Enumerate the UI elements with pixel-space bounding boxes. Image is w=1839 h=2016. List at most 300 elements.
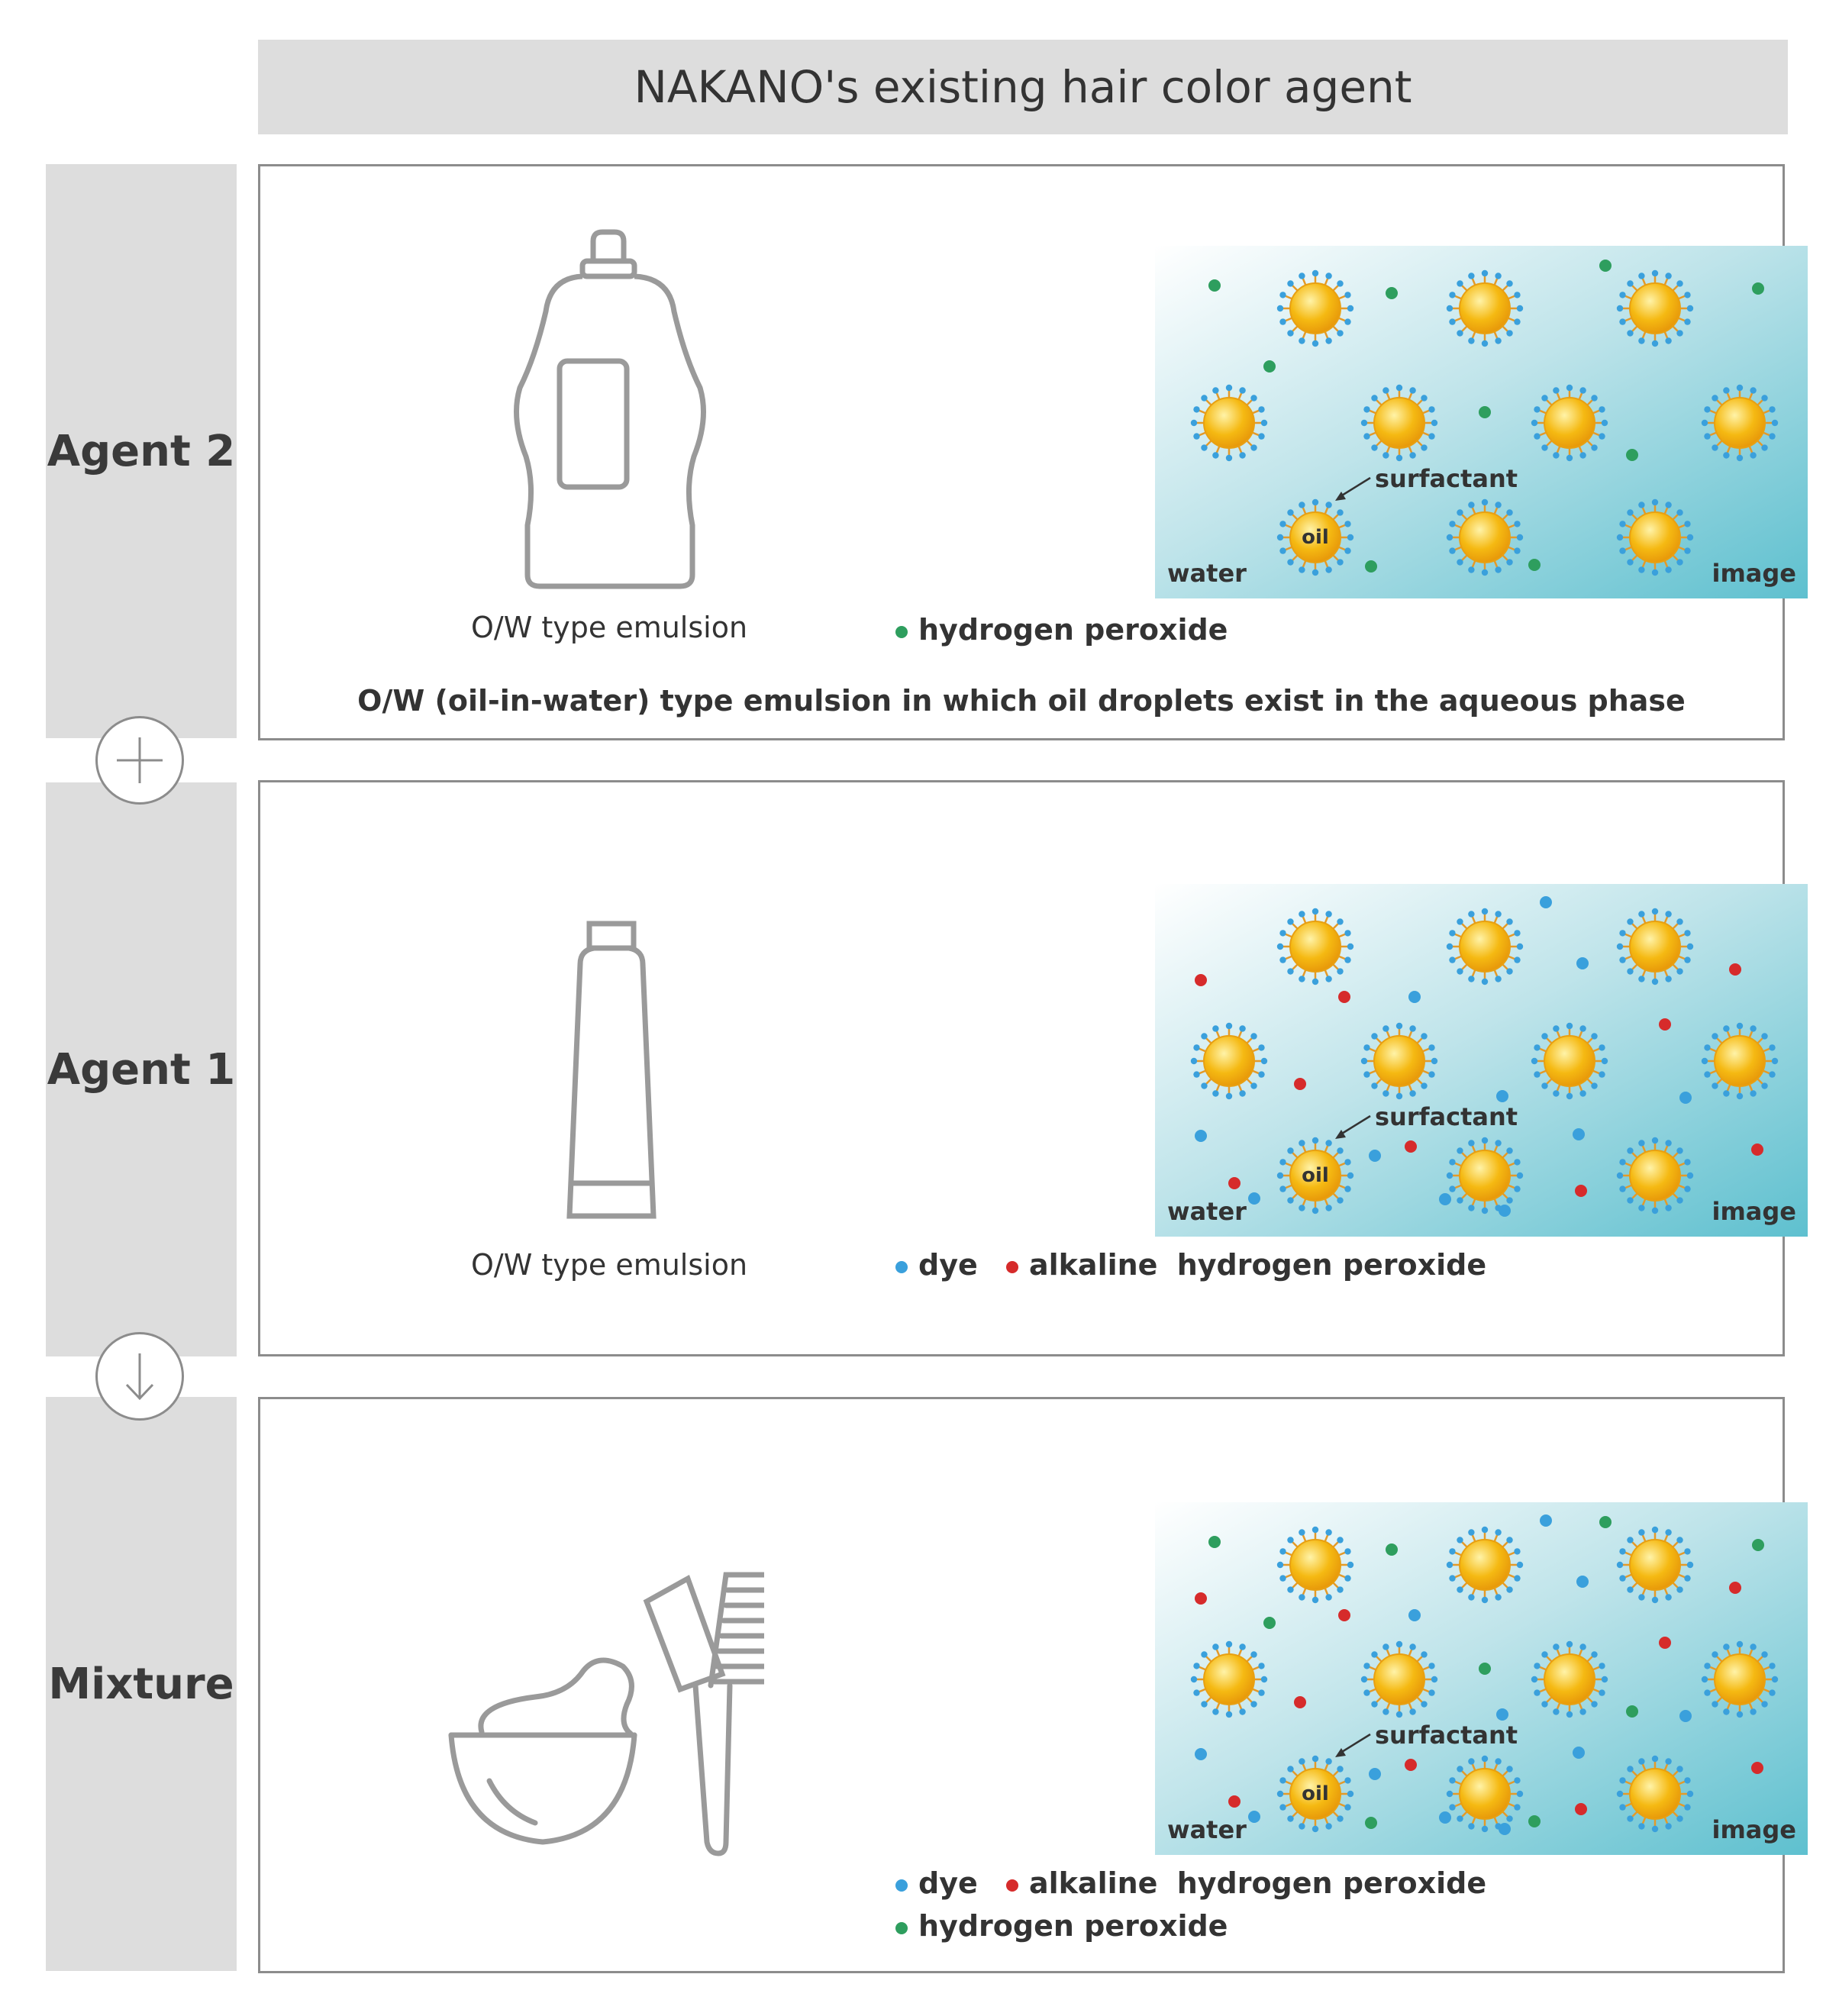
surfactant-head: [1638, 1140, 1644, 1146]
container-caption: O/W type emulsion: [471, 611, 748, 644]
alkaline-particle: [1751, 1762, 1763, 1774]
surfactant-head: [1337, 280, 1343, 286]
surfactant-head: [1687, 1562, 1693, 1568]
plus-icon: [95, 716, 184, 805]
surfactant-head: [1344, 547, 1350, 553]
surfactant-head: [1514, 292, 1520, 298]
surfactant-head: [1638, 911, 1644, 917]
surfactant-head: [1428, 1689, 1434, 1695]
surfactant-head: [1201, 1701, 1207, 1707]
surfactant-head: [1627, 559, 1633, 565]
surfactant-head: [1279, 930, 1286, 936]
surfactant-head: [1665, 1594, 1671, 1600]
surfactant-head: [1201, 444, 1207, 450]
row-label-agent2: [46, 164, 237, 738]
surfactant-head: [1287, 1815, 1293, 1821]
surfactant-head: [1553, 387, 1559, 393]
oil-core: [1715, 1036, 1765, 1086]
surfactant-head: [1191, 1676, 1197, 1682]
surfactant-head: [1534, 406, 1540, 412]
surfactant-head: [1482, 1527, 1488, 1533]
surfactant-head: [1279, 318, 1286, 324]
water-label: water: [1167, 1197, 1247, 1226]
surfactant-head: [1428, 1044, 1434, 1050]
surfactant-head: [1299, 566, 1305, 573]
surfactant-head: [1449, 318, 1455, 324]
surfactant-head: [1761, 1701, 1767, 1707]
surfactant-head: [1337, 918, 1343, 924]
image-label: image: [1712, 559, 1796, 588]
legend-hydrogen-peroxide: [895, 1909, 1228, 1943]
surfactant-head: [1737, 1641, 1743, 1647]
surfactant-head: [1482, 1137, 1488, 1143]
surfactant-head: [1325, 502, 1331, 508]
surfactant-head: [1337, 330, 1343, 336]
surfactant-head: [1619, 1185, 1625, 1192]
surfactant-head: [1287, 1766, 1293, 1772]
surfactant-head: [1447, 534, 1453, 540]
surfactant-head: [1337, 968, 1343, 974]
row-label-mixture-text: Mixture: [48, 1659, 234, 1709]
surfactant-head: [1638, 337, 1644, 344]
surfactant-head: [1250, 395, 1257, 401]
surfactant-head: [1638, 273, 1644, 279]
emulsion-scene: [1155, 1502, 1808, 1855]
surfactant-head: [1506, 509, 1512, 515]
surfactant-head: [1457, 1766, 1463, 1772]
surfactant-head: [1287, 918, 1293, 924]
surfactant-head: [1344, 318, 1350, 324]
surfactant-head: [1665, 566, 1671, 573]
surfactant-head: [1428, 406, 1434, 412]
surfactant-head: [1541, 444, 1547, 450]
surfactant-head: [1750, 387, 1756, 393]
surfactant-head: [1250, 444, 1257, 450]
surfactant-head: [1627, 1586, 1633, 1592]
alkaline-particle: [1405, 1759, 1417, 1771]
oil-droplet: [1617, 270, 1693, 347]
surfactant-head: [1325, 337, 1331, 344]
dye-dot-icon: [895, 1879, 908, 1892]
surfactant-head: [1347, 1562, 1353, 1568]
surfactant-head: [1457, 1147, 1463, 1153]
surfactant-head: [1676, 1197, 1683, 1203]
surfactant-head: [1495, 273, 1501, 279]
surfactant-head: [1531, 1676, 1537, 1682]
dye-particle: [1679, 1710, 1692, 1722]
legend-row: [895, 1248, 1486, 1282]
surfactant-head: [1449, 1185, 1455, 1192]
surfactant-head: [1591, 1033, 1597, 1039]
surfactant-head: [1226, 1711, 1232, 1718]
hydrogen-peroxide-particle: [1208, 1536, 1221, 1548]
surfactant-head: [1201, 395, 1207, 401]
surfactant-head: [1684, 292, 1690, 298]
oil-droplet: [1617, 499, 1693, 576]
surfactant-head: [1468, 502, 1474, 508]
surfactant-head: [1287, 1197, 1293, 1203]
surfactant-head: [1258, 1663, 1264, 1669]
alkaline-particle: [1228, 1177, 1241, 1189]
surfactant-head: [1428, 1663, 1434, 1669]
surfactant-head: [1279, 1185, 1286, 1192]
alkaline-particle: [1338, 991, 1350, 1003]
hydrogen-peroxide-particle: [1599, 260, 1612, 272]
surfactant-head: [1363, 1071, 1370, 1077]
surfactant-head: [1193, 433, 1199, 439]
surfactant-head: [1468, 976, 1474, 982]
dye-particle: [1499, 1205, 1511, 1217]
oil-droplet: [1617, 1756, 1693, 1832]
surfactant-head: [1769, 433, 1775, 439]
surfactant-head: [1566, 1711, 1573, 1718]
hydrogen-peroxide-particle: [1599, 1516, 1612, 1528]
surfactant-head: [1712, 1082, 1718, 1089]
surfactant-head: [1325, 1205, 1331, 1211]
panel-mixture: [258, 1397, 1796, 1973]
oil-core: [1630, 1150, 1680, 1201]
row-label-agent1: [46, 782, 237, 1356]
surfactant-head: [1687, 534, 1693, 540]
surfactant-head: [1676, 1766, 1683, 1772]
surfactant-head: [1514, 1159, 1520, 1165]
surfactant-head: [1495, 337, 1501, 344]
dye-particle: [1248, 1811, 1260, 1823]
bowl-and-brush-icon: [444, 1552, 764, 1876]
surfactant-head: [1553, 1090, 1559, 1096]
surfactant-head: [1193, 1071, 1199, 1077]
surfactant-head: [1638, 502, 1644, 508]
surfactant-head: [1579, 1708, 1586, 1714]
surfactant-head: [1566, 455, 1573, 461]
surfactant-head: [1617, 534, 1623, 540]
surfactant-head: [1337, 1815, 1343, 1821]
surfactant-head: [1566, 1023, 1573, 1029]
surfactant-head: [1382, 1708, 1389, 1714]
oil-droplet: [1361, 385, 1437, 461]
surfactant-head: [1361, 1676, 1367, 1682]
surfactant-head: [1239, 387, 1245, 393]
alkaline-dot-icon: [1006, 1879, 1018, 1892]
surfactant-head: [1449, 1159, 1455, 1165]
surfactant-head: [1619, 1159, 1625, 1165]
dye-particle: [1408, 991, 1421, 1003]
oil-label: oil: [1302, 1164, 1329, 1187]
surfactant-head: [1627, 1197, 1633, 1203]
legend-hydrogen-peroxide-text: hydrogen peroxide: [1176, 1866, 1487, 1900]
surfactant-head: [1531, 1058, 1537, 1064]
surfactant-head: [1347, 943, 1353, 950]
oil-core: [1374, 1036, 1424, 1086]
surfactant-head: [1299, 1758, 1305, 1764]
hydrogen-peroxide-particle: [1263, 360, 1276, 373]
oil-droplet: [1702, 1023, 1778, 1099]
surfactant-head: [1287, 968, 1293, 974]
oil-core: [1544, 1654, 1595, 1705]
oil-core: [1544, 1036, 1595, 1086]
surfactant-head: [1457, 280, 1463, 286]
surfactant-head: [1619, 1548, 1625, 1554]
surfactant-head: [1409, 1025, 1415, 1031]
alkaline-particle: [1729, 1582, 1741, 1594]
surfactant-head: [1258, 1071, 1264, 1077]
surfactant-head: [1750, 1090, 1756, 1096]
surfactant-head: [1684, 521, 1690, 527]
alkaline-particle: [1405, 1140, 1417, 1153]
surfactant-head: [1457, 968, 1463, 974]
surfactant-head: [1239, 1025, 1245, 1031]
surfactant-head: [1193, 1689, 1199, 1695]
surfactant-head: [1506, 918, 1512, 924]
surfactant-head: [1299, 273, 1305, 279]
dye-particle: [1679, 1092, 1692, 1104]
surfactant-head: [1517, 305, 1523, 311]
surfactant-head: [1449, 292, 1455, 298]
surfactant-head: [1750, 1025, 1756, 1031]
surfactant-head: [1702, 1676, 1708, 1682]
surfactant-head: [1421, 1033, 1427, 1039]
surfactant-head: [1591, 444, 1597, 450]
surfactant-head: [1579, 1025, 1586, 1031]
legend-dye-text: dye: [918, 1248, 978, 1282]
alkaline-particle: [1729, 963, 1741, 976]
surfactant-head: [1599, 1071, 1605, 1077]
surfactant-head: [1325, 1140, 1331, 1146]
surfactant-head: [1468, 911, 1474, 917]
surfactant-head: [1687, 1791, 1693, 1797]
surfactant-head: [1299, 976, 1305, 982]
surfactant-head: [1534, 433, 1540, 439]
surfactant-head: [1421, 1082, 1427, 1089]
surfactant-head: [1258, 433, 1264, 439]
surfactant-head: [1457, 1586, 1463, 1592]
surfactant-head: [1602, 1058, 1608, 1064]
oil-droplet: [1361, 1023, 1437, 1099]
surfactant-head: [1457, 509, 1463, 515]
surfactant-head: [1396, 1093, 1402, 1099]
surfactant-head: [1447, 943, 1453, 950]
surfactant-head: [1534, 1689, 1540, 1695]
hydrogen-peroxide-particle: [1365, 560, 1377, 573]
surfactant-head: [1652, 340, 1658, 347]
surfactant-head: [1495, 1594, 1501, 1600]
page-title: NAKANO's existing hair color agent: [258, 40, 1788, 134]
surfactant-head: [1684, 1575, 1690, 1581]
hydrogen-peroxide-particle: [1365, 1817, 1377, 1829]
surfactant-head: [1514, 318, 1520, 324]
hydrogen-peroxide-dot-icon: [895, 626, 908, 638]
surfactant-head: [1337, 1766, 1343, 1772]
dye-particle: [1496, 1090, 1508, 1102]
surfactant-head: [1684, 318, 1690, 324]
surfactant-head: [1652, 499, 1658, 505]
surfactant-head: [1457, 1537, 1463, 1543]
surfactant-head: [1212, 1708, 1218, 1714]
surfactant-head: [1619, 1804, 1625, 1810]
surfactant-head: [1344, 1575, 1350, 1581]
surfactant-head: [1325, 1529, 1331, 1535]
surfactant-head: [1325, 1823, 1331, 1829]
dye-particle: [1540, 1514, 1552, 1527]
bottle-icon: [512, 227, 711, 597]
oil-core: [1460, 283, 1510, 334]
surfactant-head: [1344, 521, 1350, 527]
surfactant-head: [1506, 1766, 1512, 1772]
surfactant-head: [1617, 305, 1623, 311]
surfactant-head: [1449, 1777, 1455, 1783]
surfactant-head: [1212, 1025, 1218, 1031]
oil-core: [1374, 1654, 1424, 1705]
surfactant-head: [1591, 1701, 1597, 1707]
surfactant-head: [1344, 1804, 1350, 1810]
surfactant-head: [1684, 930, 1690, 936]
surfactant-label: surfactant: [1375, 464, 1518, 493]
surfactant-head: [1193, 1663, 1199, 1669]
surfactant-head: [1325, 566, 1331, 573]
surfactant-head: [1409, 452, 1415, 458]
surfactant-head: [1239, 1708, 1245, 1714]
surfactant-head: [1579, 1090, 1586, 1096]
oil-core: [1460, 921, 1510, 972]
surfactant-head: [1517, 1791, 1523, 1797]
surfactant-head: [1239, 1643, 1245, 1650]
oil-droplet: [1447, 270, 1523, 347]
hydrogen-peroxide-particle: [1528, 559, 1541, 571]
panel-agent2: [258, 164, 1796, 740]
surfactant-head: [1541, 395, 1547, 401]
surfactant-head: [1687, 1173, 1693, 1179]
surfactant-head: [1517, 943, 1523, 950]
surfactant-head: [1514, 1185, 1520, 1192]
dye-particle: [1369, 1150, 1381, 1162]
surfactant-head: [1287, 1586, 1293, 1592]
surfactant-head: [1665, 976, 1671, 982]
surfactant-head: [1723, 1708, 1729, 1714]
surfactant-head: [1652, 1208, 1658, 1214]
surfactant-head: [1514, 1804, 1520, 1810]
dye-particle: [1248, 1192, 1260, 1205]
surfactant-head: [1344, 1185, 1350, 1192]
dye-particle: [1439, 1193, 1451, 1205]
surfactant-head: [1261, 420, 1267, 426]
surfactant-head: [1371, 1082, 1377, 1089]
emulsion-scene: [1155, 884, 1808, 1237]
row-label-agent1-text: Agent 1: [47, 1044, 236, 1095]
dye-particle: [1195, 1130, 1207, 1142]
surfactant-head: [1737, 1711, 1743, 1718]
alkaline-particle: [1228, 1795, 1241, 1808]
surfactant-head: [1495, 1529, 1501, 1535]
surfactant-head: [1382, 1643, 1389, 1650]
surfactant-head: [1619, 1777, 1625, 1783]
surfactant-head: [1312, 499, 1318, 505]
alkaline-particle: [1294, 1078, 1306, 1090]
surfactant-head: [1602, 420, 1608, 426]
surfactant-head: [1591, 1651, 1597, 1657]
surfactant-head: [1772, 1058, 1778, 1064]
surfactant-head: [1468, 1823, 1474, 1829]
surfactant-head: [1279, 1548, 1286, 1554]
surfactant-head: [1638, 1758, 1644, 1764]
emulsion-scene-svg: [1155, 246, 1808, 598]
surfactant-head: [1579, 1643, 1586, 1650]
surfactant-head: [1447, 1562, 1453, 1568]
surfactant-head: [1299, 1205, 1305, 1211]
surfactant-head: [1277, 943, 1283, 950]
surfactant-head: [1687, 943, 1693, 950]
surfactant-head: [1495, 1758, 1501, 1764]
surfactant-head: [1638, 1205, 1644, 1211]
surfactant-head: [1371, 395, 1377, 401]
surfactant-head: [1553, 1025, 1559, 1031]
surfactant-head: [1337, 1586, 1343, 1592]
surfactant-head: [1704, 1044, 1710, 1050]
surfactant-head: [1344, 292, 1350, 298]
surfactant-head: [1514, 521, 1520, 527]
surfactant-head: [1468, 1594, 1474, 1600]
surfactant-head: [1602, 1676, 1608, 1682]
hydrogen-peroxide-particle: [1208, 279, 1221, 292]
surfactant-head: [1468, 1758, 1474, 1764]
surfactant-head: [1325, 1594, 1331, 1600]
surfactant-head: [1684, 547, 1690, 553]
surfactant-head: [1482, 340, 1488, 347]
surfactant-head: [1212, 452, 1218, 458]
dye-particle: [1369, 1768, 1381, 1780]
surfactant-head: [1712, 395, 1718, 401]
surfactant-head: [1428, 433, 1434, 439]
legend-alkaline-text: alkaline: [1028, 1248, 1158, 1282]
hydrogen-peroxide-particle: [1752, 282, 1764, 295]
surfactant-head: [1363, 433, 1370, 439]
surfactant-head: [1676, 968, 1683, 974]
surfactant-head: [1312, 1137, 1318, 1143]
oil-droplet: [1531, 385, 1608, 461]
surfactant-head: [1627, 918, 1633, 924]
surfactant-head: [1652, 1756, 1658, 1762]
surfactant-head: [1396, 455, 1402, 461]
surfactant-head: [1619, 521, 1625, 527]
surfactant-head: [1627, 509, 1633, 515]
surfactant-head: [1396, 1641, 1402, 1647]
surfactant-head: [1396, 385, 1402, 391]
surfactant-head: [1299, 911, 1305, 917]
surfactant-head: [1665, 1758, 1671, 1764]
surfactant-head: [1723, 1090, 1729, 1096]
surfactant-head: [1447, 1791, 1453, 1797]
surfactant-head: [1517, 534, 1523, 540]
oil-core: [1374, 398, 1424, 448]
surfactant-head: [1449, 1575, 1455, 1581]
surfactant-head: [1514, 1575, 1520, 1581]
oil-core: [1290, 921, 1341, 972]
surfactant-head: [1468, 1529, 1474, 1535]
surfactant-head: [1723, 1643, 1729, 1650]
surfactant-head: [1421, 395, 1427, 401]
surfactant-head: [1665, 911, 1671, 917]
surfactant-head: [1347, 1173, 1353, 1179]
hydrogen-peroxide-particle: [1626, 449, 1638, 461]
oil-droplet: [1447, 1756, 1523, 1832]
surfactant-head: [1750, 1708, 1756, 1714]
surfactant-head: [1638, 976, 1644, 982]
surfactant-head: [1279, 956, 1286, 963]
hydrogen-peroxide-particle: [1528, 1815, 1541, 1827]
surfactant-head: [1617, 943, 1623, 950]
surfactant-head: [1652, 569, 1658, 576]
water-label: water: [1167, 559, 1247, 588]
oil-droplet: [1277, 1527, 1353, 1603]
